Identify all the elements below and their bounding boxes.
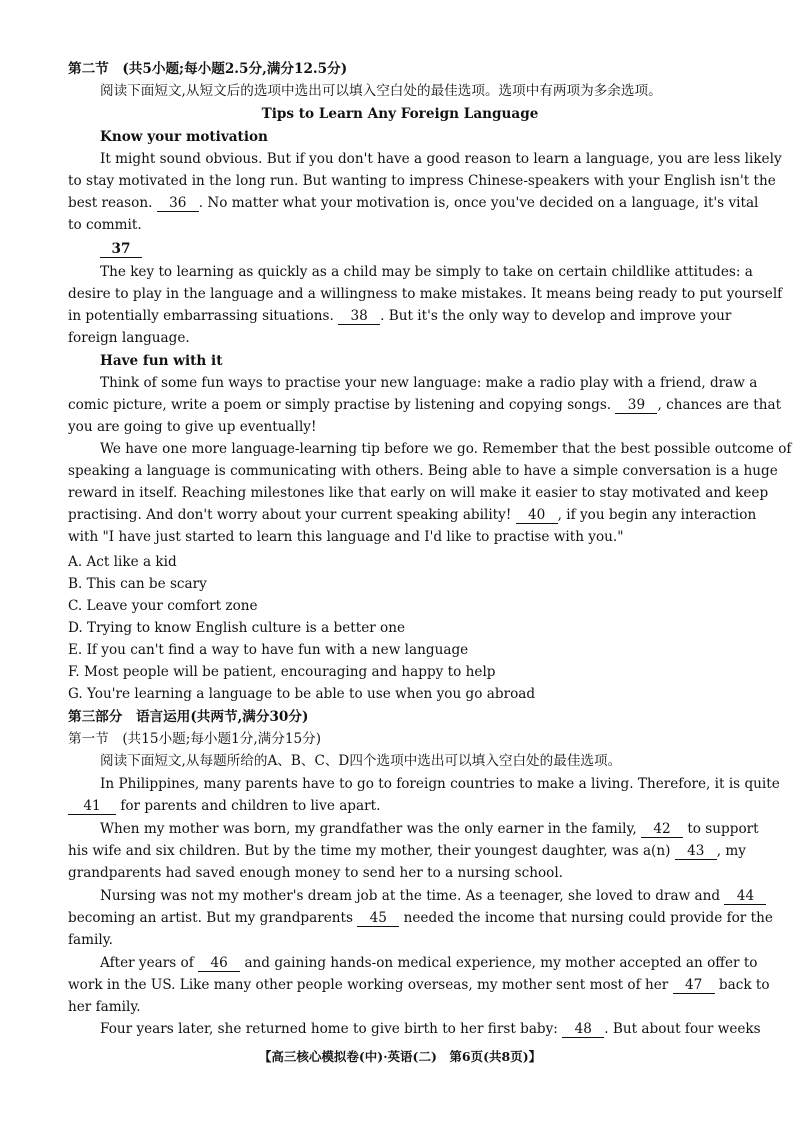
p4-line4-start: practising. And don't worry about your current speaking ability!	[68, 507, 512, 523]
option-f[interactable]: F. Most people will be patient, encouraging and happy to help	[68, 664, 496, 680]
blank-43[interactable]: 43	[675, 843, 717, 860]
blank-40[interactable]: 40	[516, 507, 558, 524]
p1-line3-start: best reason.	[68, 195, 153, 211]
blank-47[interactable]: 47	[673, 977, 715, 994]
s4-line2	[68, 974, 770, 996]
p4-line4-end: , if you begin any interaction	[557, 507, 757, 523]
s4-line1	[100, 952, 758, 974]
p3-line1: Think of some fun ways to practise your new language: make a radio play with a friend, draw a	[100, 375, 758, 391]
s2-line3: grandparents had saved enough money to send her to a nursing school.	[68, 865, 563, 881]
p4-line5: with "I have just started to learn this language and I'd like to practise with you."	[68, 529, 624, 545]
s1-line2-text: for parents and children to live apart.	[120, 798, 381, 814]
page-footer: 【高三核心模拟卷(中)·英语(二) 第6页(共8页)】	[258, 1049, 542, 1064]
p2-line2: desire to play in the language and a willingness to make mistakes. It means being ready to put yourself	[68, 286, 783, 302]
s3-line2-start: becoming an artist. But my grandparents	[68, 910, 353, 926]
p2-line4: foreign language.	[68, 330, 190, 346]
s3-line1-start: Nursing was not my mother's dream job at the time. As a teenager, she loved to draw and	[100, 888, 721, 904]
blank-45[interactable]: 45	[357, 910, 399, 927]
s1-line1: In Philippines, many parents have to go to foreign countries to make a living. Therefore, it is quite	[100, 776, 780, 792]
p2-line1: The key to learning as quickly as a child may be simply to take on certain childlike attitudes: a	[100, 264, 753, 280]
blank-42[interactable]: 42	[641, 821, 683, 838]
heading-37	[100, 238, 740, 260]
p3-line2-end: , chances are that	[657, 397, 782, 413]
s1-line2	[68, 795, 740, 817]
p1-line3	[68, 192, 759, 214]
blank-37[interactable]: 37	[100, 241, 142, 258]
s3-line2-end: needed the income that nursing could provide for the	[403, 910, 773, 926]
s4-line1-start: After years of	[100, 955, 194, 971]
p2-line3-start: in potentially embarrassing situations.	[68, 308, 334, 324]
p4-line4	[68, 504, 757, 526]
p4-line3: reward in itself. Reaching milestones like that early on will make it easier to stay motivated and keep	[68, 485, 769, 501]
p1-line3-end: . No matter what your motivation is, once you've decided on a language, it's vital	[198, 195, 759, 211]
s4-line3: her family.	[68, 999, 141, 1015]
s5-line1-end: . But about four weeks	[604, 1021, 761, 1037]
option-d[interactable]: D. Trying to know English culture is a better one	[68, 620, 406, 636]
p1-line1: It might sound obvious. But if you don't have a good reason to learn a language, you are less likely	[100, 151, 782, 167]
blank-44[interactable]: 44	[724, 888, 766, 905]
option-g[interactable]: G. You're learning a language to be able to use when you go abroad	[68, 686, 536, 702]
blank-48[interactable]: 48	[562, 1021, 604, 1038]
s2-line2	[68, 840, 746, 862]
option-b[interactable]: B. This can be scary	[68, 576, 207, 592]
p4-line2: speaking a language is communicating with others. Being able to have a simple conversation is a huge	[68, 463, 778, 479]
option-c[interactable]: C. Leave your comfort zone	[68, 598, 258, 614]
part3-heading: 第三部分 语言运用(共两节,满分30分)	[68, 709, 309, 725]
blank-36[interactable]: 36	[157, 195, 199, 212]
subheading-motivation: Know your motivation	[100, 129, 268, 145]
s4-line2-end: back to	[718, 977, 770, 993]
blank-39[interactable]: 39	[615, 397, 657, 414]
s2-line1-end: to support	[687, 821, 759, 837]
s2-line2-end: , my	[716, 843, 746, 859]
option-a[interactable]: A. Act like a kid	[68, 554, 177, 570]
p2-line3	[68, 305, 740, 327]
passage-title: Tips to Learn Any Foreign Language	[261, 106, 539, 122]
blank-38[interactable]: 38	[338, 308, 380, 325]
blank-41[interactable]: 41	[68, 798, 116, 815]
s5-line1-start: Four years later, she returned home to give birth to her first baby:	[100, 1021, 558, 1037]
part3-instruction: 阅读下面短文,从每题所给的A、B、C、D四个选项中选出可以填入空白处的最佳选项。	[100, 753, 622, 769]
p3-line3: you are going to give up eventually!	[68, 419, 317, 435]
s2-line1	[100, 818, 759, 840]
part3-section1: 第一节 (共15小题;每小题1分,满分15分)	[68, 731, 322, 747]
p4-line1: We have one more language-learning tip before we go. Remember that the best possible outcome of	[100, 441, 792, 457]
p1-line2: to stay motivated in the long run. But wanting to impress Chinese-speakers with your English isn't the	[68, 173, 776, 189]
p2-line3-end: . But it's the only way to develop and improve your	[380, 308, 732, 324]
s3-line2	[68, 907, 773, 929]
s5-line1	[100, 1018, 761, 1040]
s2-line2-start: his wife and six children. But by the time my mother, their youngest daughter, was a(n)	[68, 843, 671, 859]
s2-line1-start: When my mother was born, my grandfather was the only earner in the family,	[100, 821, 637, 837]
subheading-fun: Have fun with it	[100, 353, 223, 369]
s4-line2-start: work in the US. Like many other people working overseas, my mother sent most of her	[68, 977, 669, 993]
section2-heading: 第二节 (共5小题;每小题2.5分,满分12.5分)	[68, 61, 348, 77]
s3-line1	[100, 885, 755, 907]
option-e[interactable]: E. If you can't find a way to have fun with a new language	[68, 642, 469, 658]
s4-line1-end: and gaining hands-on medical experience, my mother accepted an offer to	[244, 955, 758, 971]
blank-46[interactable]: 46	[198, 955, 240, 972]
p3-line2-start: comic picture, write a poem or simply practise by listening and copying songs.	[68, 397, 612, 413]
p1-line4: to commit.	[68, 217, 142, 233]
p3-line2	[68, 394, 782, 416]
s3-line3: family.	[68, 932, 113, 948]
section2-instruction: 阅读下面短文,从短文后的选项中选出可以填入空白处的最佳选项。选项中有两项为多余选项。	[100, 83, 662, 99]
